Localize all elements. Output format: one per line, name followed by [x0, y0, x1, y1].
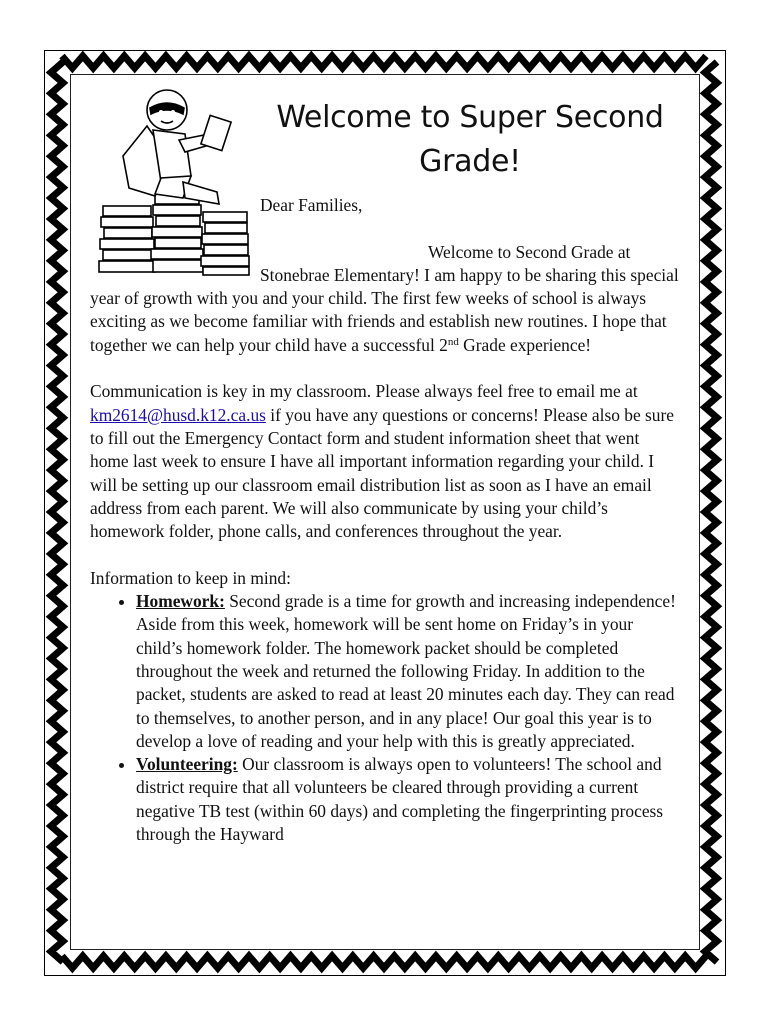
intro-text-end: Grade experience! [458, 334, 592, 355]
info-heading: Information to keep in mind: [90, 567, 291, 588]
spacer [90, 357, 680, 380]
letter-title: Welcome to Super Second Grade! [276, 100, 664, 179]
bullet-text: Our classroom is always open to volunteers! The school and district require that all volunteers be cleared through providing a current negative TB test (within 60 days) and completing the fingerprinting process through the Hayward [136, 754, 664, 845]
comm-text: Communication is key in my classroom. Please always feel free to email me at [90, 381, 638, 402]
intro-text: Welcome to Second Grade at Stonebrae Elementary! I am happy to be sharing this special year of growth with you and your child. The first few weeks of school is always exciting as we become familiar with friends and establish new routines. I hope that together we can help your child have a successful 2 [90, 241, 679, 355]
email-link[interactable]: km2614@husd.k12.ca.us [90, 404, 266, 425]
comm-text-end: if you have any questions or concerns! Please also be sure to fill out the Emergency Contact form and student information sheet that went home last week to ensure I have all important information regarding your child. I will be setting up our classroom email distribution list as soon as I have an email address from each parent. We will also communicate by using your child’s homework folder, phone calls, and conferences throughout the year. [90, 404, 674, 542]
intro-superscript: nd [447, 335, 459, 348]
zigzag-segment [62, 56, 706, 68]
spacer [90, 543, 680, 566]
list-item-volunteering [136, 753, 680, 846]
letter-body [90, 86, 680, 936]
info-list [90, 590, 680, 846]
zigzag-segment [51, 62, 63, 962]
bullet-text: Second grade is a time for growth and increasing independence! Aside from this week, homework will be sent home on Friday’s in your child’s homework folder. The homework packet should be completed throughout the week and returned the following Friday. In addition to the packet, students are asked to read at least 20 minutes each day. They can read to themselves, to another person, and in any place! Our goal this year is to develop a love of reading and your help with this is greatly appreciated. [136, 591, 676, 751]
zigzag-segment [705, 62, 717, 962]
communication-paragraph [90, 380, 680, 543]
bullet-term: Homework: [136, 591, 225, 612]
superhero-reading-icon [95, 86, 257, 282]
zigzag-segment [62, 956, 706, 968]
bullet-term: Volunteering: [136, 754, 238, 775]
list-item-homework [136, 590, 680, 753]
greeting: Dear Families, [260, 195, 363, 215]
